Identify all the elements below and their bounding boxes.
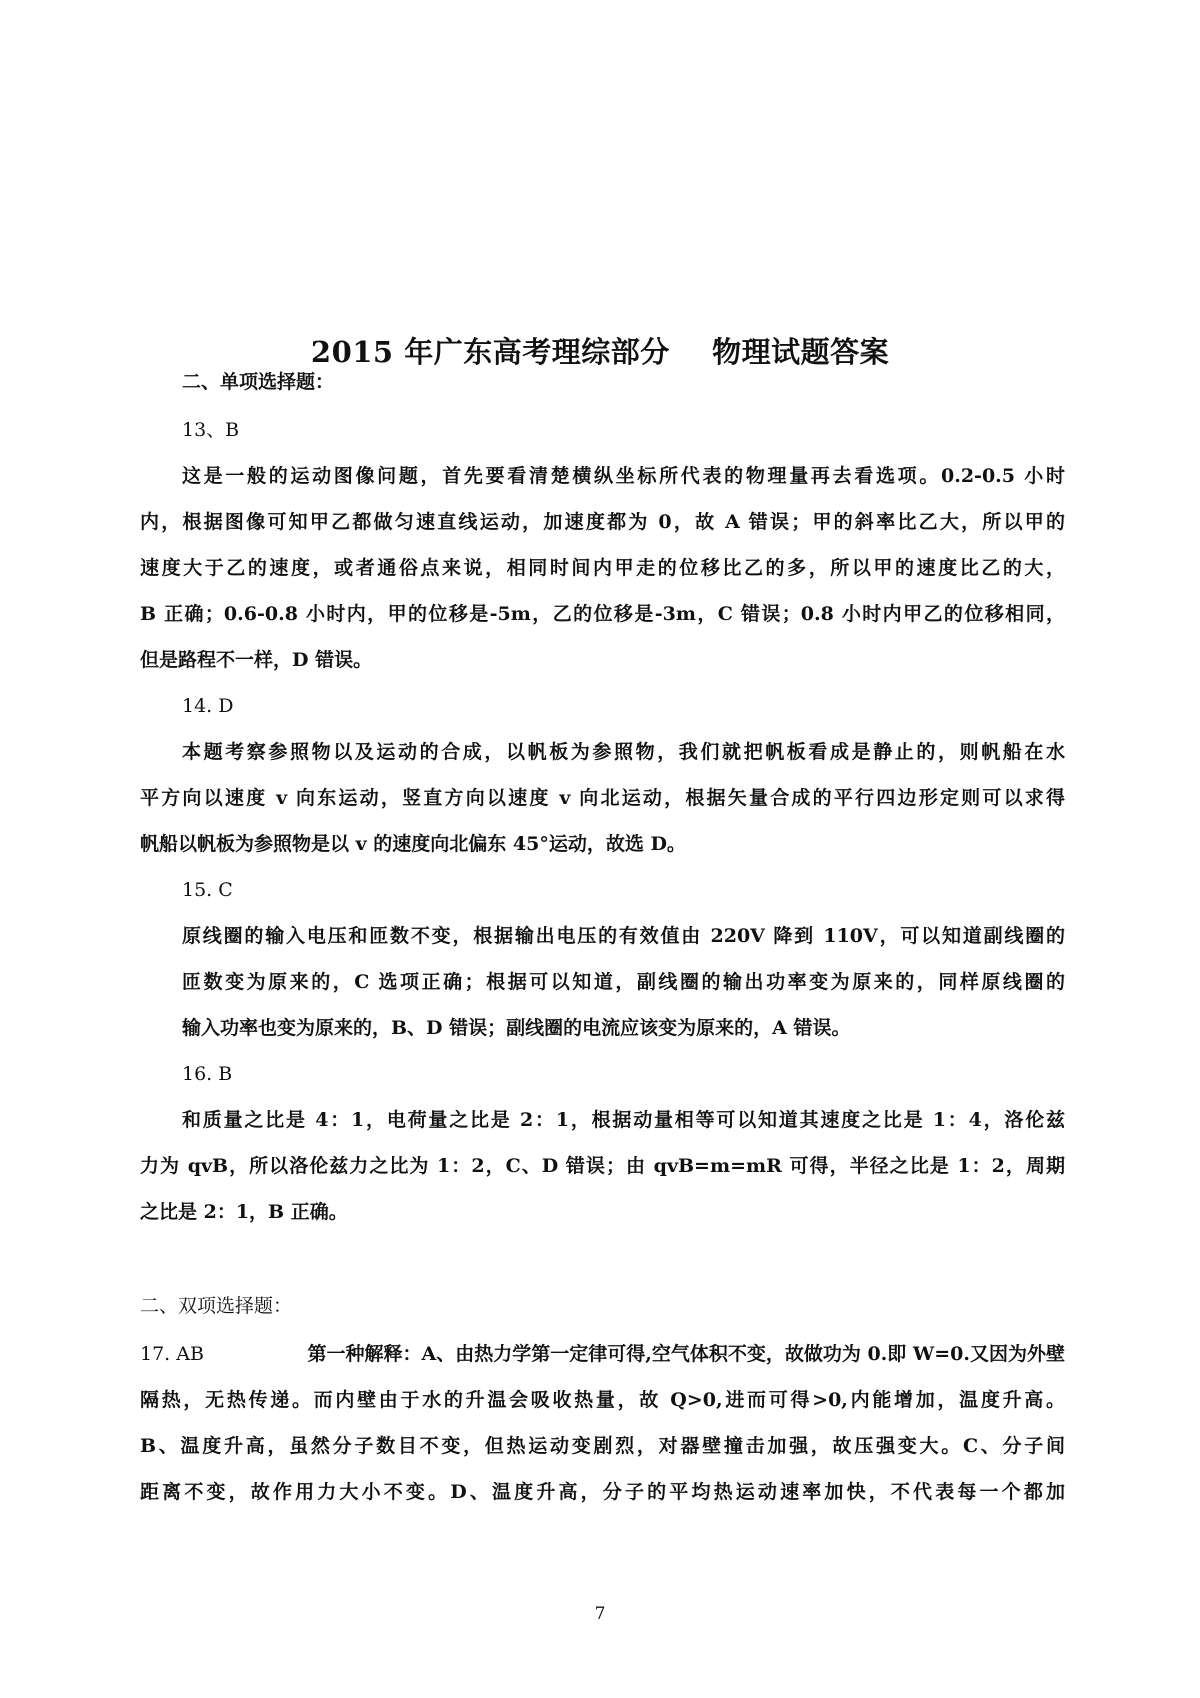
q13-label: 13、B — [182, 419, 240, 441]
q17-first-line — [140, 1342, 1065, 1366]
q14-line-3: 帆船以帆板为参照物是以 v 的速度向北偏东 45°运动，故选 D。 — [140, 833, 686, 855]
q15-label: 15. C — [182, 879, 233, 901]
q15-line-1: 原线圈的输入电压和匝数不变，根据输出电压的有效值由 220V 降到 110V，可以知道副线圈的 — [182, 925, 1065, 947]
section-heading-double-choice: 二、双项选择题： — [140, 1295, 293, 1317]
section-heading-single-choice: 二、单项选择题： — [182, 371, 335, 393]
q13-line-3: 速度大于乙的速度，或者通俗点来说，相同时间内甲走的位移比乙的多，所以甲的速度比乙的大， — [140, 557, 1065, 579]
q13-line-2: 内，根据图像可知甲乙都做匀速直线运动，加速度都为 0，故 A 错误；甲的斜率比乙大，所以甲的 — [140, 511, 1065, 533]
q17-line-2: 隔热，无热传递。而内壁由于水的升温会吸收热量，故 Q>0,进而可得>0,内能增加，温度升高。 — [140, 1389, 1065, 1411]
q13-line-1: 这是一般的运动图像问题，首先要看清楚横纵坐标所代表的物理量再去看选项。0.2-0.5 小时 — [182, 465, 1065, 487]
q14-label: 14. D — [182, 695, 234, 717]
page-number: 7 — [594, 1604, 606, 1624]
q16-line-1: 和质量之比是 4：1，电荷量之比是 2：1，根据动量相等可以知道其速度之比是 1：4，洛伦兹 — [182, 1109, 1065, 1131]
q13-line-5: 但是路程不一样，D 错误。 — [140, 649, 373, 671]
q16-line-2: 力为 qvB，所以洛伦兹力之比为 1：2，C、D 错误；由 qvB=m=mR 可得，半径之比是 1：2，周期 — [140, 1155, 1065, 1177]
q17-line-3: B、温度升高，虽然分子数目不变，但热运动变剧烈，对器壁撞击加强，故压强变大。C、分子间 — [140, 1435, 1065, 1457]
q16-line-3: 之比是 2：1，B 正确。 — [140, 1201, 348, 1223]
document-title: 2015 年广东高考理综部分 物理试题答案 — [310, 335, 890, 369]
q14-line-1: 本题考察参照物以及运动的合成，以帆板为参照物，我们就把帆板看成是静止的，则帆船在水 — [182, 741, 1065, 763]
q17-line-1: 第一种解释：A、由热力学第一定律可得,空气体积不变，故做功为 0.即 W=0.又因为外壁 — [307, 1343, 1065, 1365]
q13-line-4: B 正确；0.6-0.8 小时内，甲的位移是-5m，乙的位移是-3m，C 错误；0.8 小时内甲乙的位移相同， — [140, 603, 1065, 625]
q17-label: 17. AB — [140, 1343, 204, 1365]
q17-line-4: 距离不变，故作用力大小不变。D、温度升高，分子的平均热运动速率加快，不代表每一个都加 — [140, 1481, 1065, 1503]
q14-line-2: 平方向以速度 v 向东运动，竖直方向以速度 v 向北运动，根据矢量合成的平行四边形定则可以求得 — [140, 787, 1065, 809]
q15-line-3: 输入功率也变为原来的，B、D 错误；副线圈的电流应该变为原来的，A 错误。 — [182, 1017, 851, 1039]
q16-label: 16. B — [182, 1063, 233, 1085]
q15-line-2: 匝数变为原来的，C 选项正确；根据可以知道，副线圈的输出功率变为原来的，同样原线圈的 — [182, 971, 1065, 993]
